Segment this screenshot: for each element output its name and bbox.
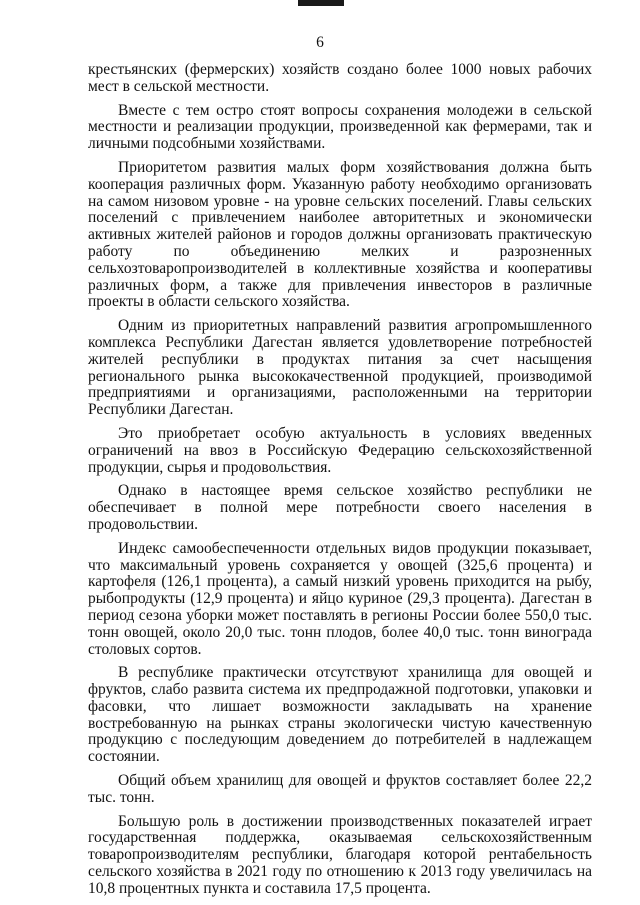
- paragraph: крестьянских (фермерских) хозяйств создано более 1000 новых рабочих мест в сельской местности.: [88, 61, 592, 95]
- page-number: 6: [316, 34, 324, 51]
- paragraph: Вместе с тем остро стоят вопросы сохранения молодежи в сельской местности и реализации продукции, произведенной как фермерами, так и личными подсобными хозяйствами.: [88, 101, 592, 153]
- paragraph: Большую роль в достижении производственных показателей играет государственная поддержка, оказываемая сельскохозяйственным товаропроизводителям республики, благодаря которой рентабельность сельского хозяйства в 2021 году по отношению к 2013 году увеличилась на 10,8 процентных пункта и составила 17,5 процента.: [88, 812, 592, 897]
- paragraph: Однако в настоящее время сельское хозяйство республики не обеспечивает в полной мере потребности своего населения в продовольствии.: [88, 482, 592, 533]
- paragraph: В республике практически отсутствуют хранилища для овощей и фруктов, слабо развита система их предпродажной подготовки, упаковки и фасовки, что лишает возможности закладывать на хранение востребованную на рынках страны экологически чистую качественную продукцию с последующим доведением до потребителей в надлежащем состоянии.: [88, 664, 592, 766]
- paragraph: Общий объем хранилищ для овощей и фруктов составляет более 22,2 тыс. тонн.: [88, 772, 592, 806]
- paragraph: Одним из приоритетных направлений развития агропромышленного комплекса Республики Дагестан является удовлетворение потребностей жителей республики в продуктах питания за счет насыщения регионального рынка высококачественной продукцией, производимой предприятиями и организациями, расположенными на территории Республики Дагестан.: [88, 317, 592, 419]
- scan-edge-mark: [298, 0, 344, 6]
- paragraph: Индекс самообеспеченности отдельных видов продукции показывает, что максимальный уровень сохраняется у овощей (325,6 процента) и картофеля (126,1 процента), а самый низкий уровень приходится на рыбу, рыбопродукты (12,9 процента) и яйцо куриное (29,3 процента). Дагестан в период сезона уборки может поставлять в регионы России более 550,0 тыс. тонн овощей, около 20,0 тыс. тонн плодов, более 40,0 тыс. тонн винограда столовых сортов.: [88, 539, 592, 658]
- paragraph: Это приобретает особую актуальность в условиях введенных ограничений на ввоз в Российскую Федерацию сельскохозяйственной продукции, сырья и продовольствия.: [88, 424, 592, 476]
- document-body: [88, 62, 592, 905]
- paragraph: Приоритетом развития малых форм хозяйствования должна быть кооперация различных форм. Указанную работу необходимо организовать на самом низовом уровне - на уровне сельских поселений. Главы сельских поселений с привлечением наиболее авторитетных и экономически активных жителей районов и городов должны организовать практическую работу по объединению мелких и разрозненных сельхозтоваропроизводителей в коллективные хозяйства и кооперативы различных форм, а также для привлечения инвесторов в различные проекты в области сельского хозяйства.: [88, 158, 592, 311]
